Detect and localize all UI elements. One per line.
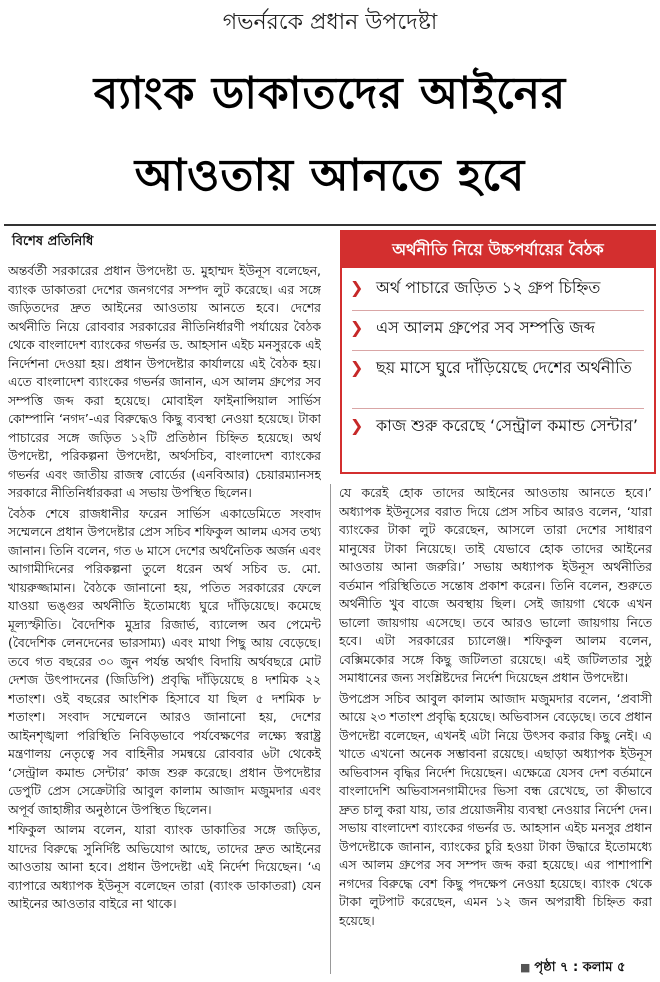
headline-line-1: ব্যাংক ডাকাতদের আইনের <box>93 68 567 119</box>
headline-line-2: আওতায় আনতে হবে <box>134 150 526 201</box>
paragraph: শফিকুল আলম বলেন, যারা ব্যাংক ডাকাতির সঙ্গে জড়িত, যাদের বিরুদ্ধে সুনির্দিষ্ট অভিযোগ আছে, তাদের দ্রুত আইনের আওতায় আনা হবে। প্রধান উপদেষ্টা এই নির্দেশ দিয়েছেন। ‘এ ব্যাপারে অধ্যাপক ইউনূস বলেছেন তারা (ব্যাংক ডাকাতরা) যেন আইনের আওতার বাইরে না থাকে। <box>8 822 321 911</box>
column-divider <box>330 484 331 974</box>
divider <box>352 310 644 311</box>
highlight-item <box>342 276 654 300</box>
chevron-right-icon: ❯ <box>350 358 364 377</box>
divider <box>352 408 644 409</box>
highlight-text: এস আলম গ্রুপের সব সম্পত্তি জব্দ <box>376 318 595 337</box>
highlight-item <box>342 316 654 340</box>
continuation-note <box>520 958 625 979</box>
divider <box>352 350 644 351</box>
paragraph: উপপ্রেস সচিব আবুল কালাম আজাদ মজুমদার বলেন, ‘প্রবাসী আয়ে ২৩ শতাংশ প্রবৃদ্ধি হয়েছে। অভিবাসন বেড়েছে। তবে প্রধান উপদেষ্টা বলেছেন, এখনই এটা নিয়ে উৎসব করার কিছু নেই। এ খাতে এখনো অনেক সম্ভাবনা রয়েছে। এছাড়া অধ্যাপক ইউনূস অভিবাসন বৃদ্ধির নির্দেশ দিয়েছেন। এক্ষেত্রে যেসব দেশ বর্তমানে বাংলাদেশি অভিবাসনগামীদের ভিসা বন্ধ রেখেছে, তা কীভাবে দ্রুত চালু করা যায়, তার প্রয়োজনীয় ব্যবস্থা নেওয়ার নির্দেশ দেন। সভায় বাংলাদেশ ব্যাংকের গভর্নর ড. আহসান এইচ মনসুর প্রধান উপদেষ্টাকে জানান, ব্যাংকের চুরি হওয়া টাকা উদ্ধারে ইতোমধ্যে এস আলম গ্রুপের সব সম্পদ জব্দ করা হয়েছে। এর পাশাপাশি নগদের বিরুদ্ধে বেশ কিছু পদক্ষেপ নেওয়া হয়েছে। ব্যাংক থেকে টাকা লুটপাট করেছেন, এমন ১২ জন অপরাধী চিহ্নিত করা হয়েছে। <box>339 690 652 928</box>
highlights-title: অর্থনীতি নিয়ে উচ্চপর্যায়ের বৈঠক <box>342 232 654 268</box>
paragraph: অন্তর্বর্তী সরকারের প্রধান উপদেষ্টা ড. মুহাম্মদ ইউনূস বলেছেন, ব্যাংক ডাকাতরা দেশের জনগণের সম্পদ লুট করেছে। এর সঙ্গে জড়িতদের দ্রুত আইনের আওতায় আনতে হবে। দেশের অর্থনীতি নিয়ে রোববার সরকারের নীতিনির্ধারণী পর্যায়ের বৈঠক থেকে বাংলাদেশ ব্যাংকের গভর্নর ড. আহসান এইচ মনসুরকে এই নির্দেশনা দেওয়া হয়। প্রধান উপদেষ্টার কার্যালয়ে এই বৈঠক হয়। এতে বাংলাদেশ ব্যাংকের গভর্নর জানান, এস আলম গ্রুপের সব সম্পত্তি জব্দ করা হয়েছে। মোবাইল ফাইনান্সিয়াল সার্ভিস কোম্পানি ‘নগদ’-এর বিরুদ্ধেও কিছু ব্যবস্থা নেওয়া হয়েছে। টাকা পাচারের সঙ্গে জড়িত ১২টি প্রতিষ্ঠান চিহ্নিত হয়েছে। অর্থ উপদেষ্টা, পরিকল্পনা উপদেষ্টা, অর্থসচিব, বাংলাদেশ ব্যাংকের গভর্নর এবং জাতীয় রাজস্ব বোর্ডের (এনবিআর) চেয়ারম্যানসহ সরকারে নীতিনির্ধারকরা এ সভায় উপস্থিত ছিলেন। <box>8 263 321 500</box>
paragraph: বৈঠক শেষে রাজধানীর ফরেন সার্ভিস একাডেমিতে সংবাদ সম্মেলনে প্রধান উপদেষ্টার প্রেস সচিব শফিকুল আলম এসব তথ্য জানান। তিনি বলেন, গত ৬ মাসে দেশের অর্থনৈতিক অর্জন এবং আগামীদিনের পরিকল্পনা তুলে ধরেন অর্থ সচিব ড. মো. খায়রুজ্জামান। বৈঠকে জানানো হয়, পতিত সরকারের ফেলে যাওয়া ভঙ্গুর অর্থনীতি ইতোমধ্যে ঘুরে দাঁড়িয়েছে। কমেছে মূল্যস্ফীতি। বৈদেশিক মুদ্রার রিজার্ভ, ব্যালেন্স অব পেমেন্ট (বৈদেশিক লেনদেনের ভারসাম্য) এবং মাথা পিছু আয় বেড়েছে। তবে গত বছরের ৩০ জুন পর্যন্ত অর্থাৎ বিদায়ি অর্থবছরে মোট দেশজ উৎপাদনের (জিডিপি) প্রবৃদ্ধি দাঁড়িয়েছে ৪ দশমিক ২২ শতাংশ। ওই বছরের আংশিক হিসাবে যা ছিল ৫ দশমিক ৮ শতাংশ। সংবাদ সম্মেলনে আরও জানানো হয়, দেশের আইনশৃঙ্খলা পরিস্থিতি নিবিড়ভাবে পর্যবেক্ষণের লক্ষ্যে স্বরাষ্ট্র মন্ত্রণালয় নেতৃত্বে সব বাহিনীর সমন্বয়ে রোববার ৬টা থেকেই ‘সেন্ট্রাল কমান্ড সেন্টার’ কাজ শুরু করেছে। প্রধান উপদেষ্টার ডেপুটি প্রেস সেক্রেটারি আবুল কালাম আজাদ মজুমদার এবং অপূর্ব জাহাঙ্গীর অনুষ্ঠানে উপস্থিত ছিলেন। <box>8 505 321 817</box>
chevron-right-icon: ❯ <box>350 318 364 337</box>
highlights-box <box>340 230 656 474</box>
article-column-2 <box>339 484 652 956</box>
highlight-text: ছয় মাসে ঘুরে দাঁড়িয়েছে দেশের অর্থনীতি <box>376 358 632 377</box>
highlight-text: অর্থ পাচারে জড়িত ১২ গ্রুপ চিহ্নিত <box>376 278 601 297</box>
highlight-item <box>342 356 654 380</box>
headline-rule <box>4 224 656 226</box>
highlight-text: কাজ শুরু করেছে ‘সেন্ট্রাল কমান্ড সেন্টার’ <box>376 416 638 435</box>
highlight-item <box>342 414 654 438</box>
paragraph: যে করেই হোক তাদের আইনের আওতায় আনতে হবে।’ অধ্যাপক ইউনূসের বরাত দিয়ে প্রেস সচিব আরও বলেন, ‘যারা ব্যাংকের টাকা লুট করেছেন, আসলে তারা দেশের সাধারণ মানুষের টাকা নিয়েছে। তাই যেভাবে হোক তাদের আইনের আওতায় আনা জরুরি।’ সভায় অধ্যাপক ইউনূস অর্থনীতির বর্তমান পরিস্থিতিতে সন্তোষ প্রকাশ করেন। তিনি বলেন, শুরুতে অর্থনীতি খুব বাজে অবস্থায় ছিল। সেই জায়গা থেকে এখন ভালো জায়গায় এসেছে। তবে আরও ভালো জায়গায় নিতে হবে। এটা সরকারের চ্যালেঞ্জ। শফিকুল আলম বলেন, বেক্সিমকোর সঙ্গে কিছু জটিলতা রয়েছে। এই জটিলতার সুষ্ঠু সমাধানের জন্য সংশ্লিষ্টদের নির্দেশ দিয়েছেন প্রধান উপদেষ্টা। <box>339 485 652 685</box>
chevron-right-icon: ❯ <box>350 416 364 435</box>
article-column-1 <box>8 262 321 974</box>
kicker: গভর্নরকে প্রধান উপদেষ্টা <box>222 10 438 35</box>
square-icon: ■ <box>520 961 531 974</box>
byline: বিশেষ প্রতিনিধি <box>12 234 94 249</box>
continuation-text: পৃষ্ঠা ৭ : কলাম ৫ <box>534 960 626 975</box>
chevron-right-icon: ❯ <box>350 278 364 297</box>
